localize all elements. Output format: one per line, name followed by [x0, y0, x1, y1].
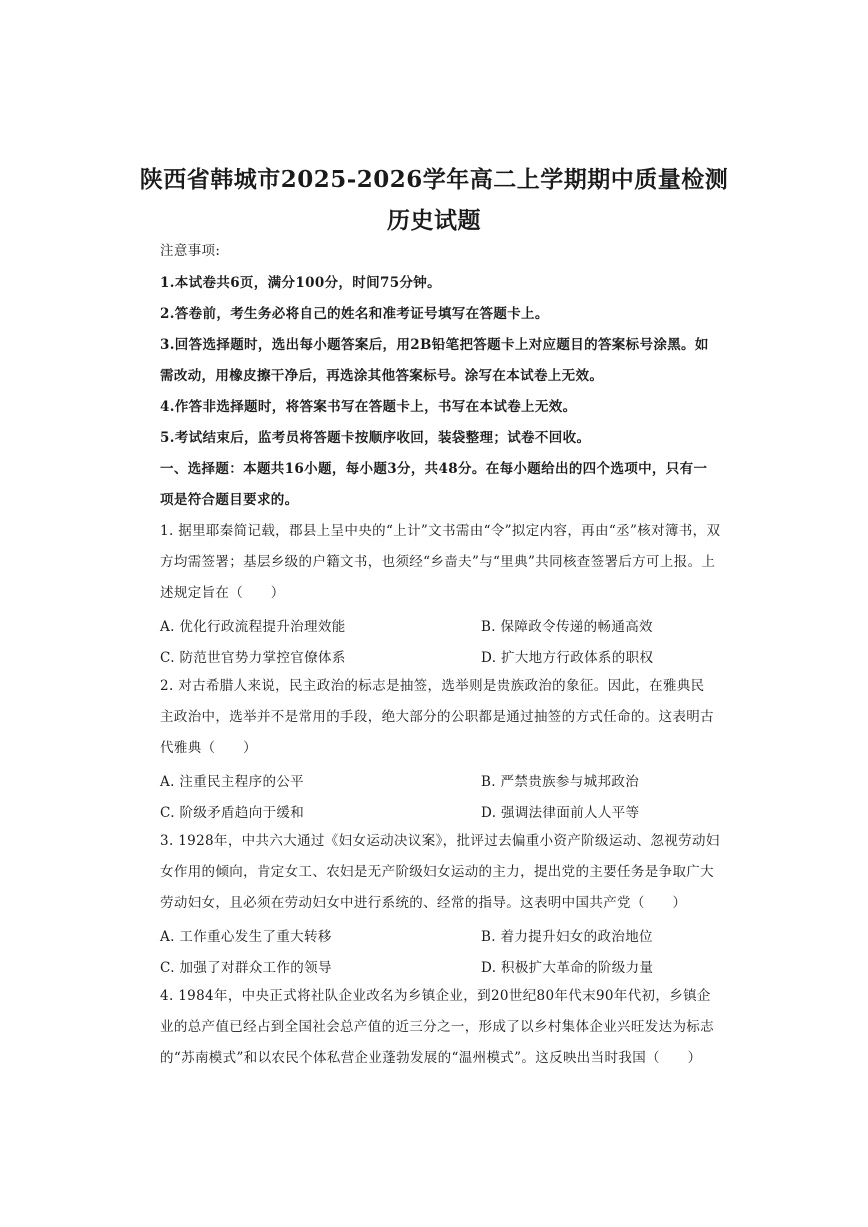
question-3-line: 女作用的倾向，肯定女工、农妇是无产阶级妇女运动的主力，提出党的主要任务是争取广大: [160, 864, 714, 880]
question-2-option-d: D. 强调法律面前人人平等: [481, 805, 640, 821]
question-1-line: 方均需签署；基层乡级的户籍文书，也须经“乡啬夫”与“里典”共同核查签署后方可上报。上: [160, 554, 716, 570]
question-1-option-b: B. 保障政令传递的畅通高效: [481, 619, 653, 635]
notice-item: 5.考试结束后，监考员将答题卡按顺序收回，装袋整理；试卷不回收。: [160, 430, 591, 446]
question-1-line: 述规定旨在（ ）: [160, 585, 285, 601]
question-4-line: 4. 1984年，中央正式将社队企业改名为乡镇企业，到20世纪80年代末90年代初，乡镇企: [160, 988, 711, 1004]
question-3-option-a: A. 工作重心发生了重大转移: [160, 929, 332, 945]
notice-item: 需改动，用橡皮擦干净后，再选涂其他答案标号。涂写在本试卷上无效。: [160, 368, 604, 384]
notice-heading: 注意事项:: [160, 243, 221, 259]
question-1-option-d: D. 扩大地方行政体系的职权: [481, 650, 654, 666]
question-4-line: 的“苏南模式”和以农民个体私营企业蓬勃发展的“温州模式”。这反映出当时我国（ ）: [160, 1050, 702, 1066]
question-2-line: 2. 对古希腊人来说，民主政治的标志是抽签，选举则是贵族政治的象征。因此，在雅典民: [160, 678, 705, 694]
question-3-option-c: C. 加强了对群众工作的领导: [160, 960, 332, 976]
question-2-line: 主政治中，选举并不是常用的手段，绝大部分的公职都是通过抽签的方式任命的。这表明古: [160, 709, 714, 725]
question-3-line: 3. 1928年，中共六大通过《妇女运动决议案》，批评过去偏重小资产阶级运动、忽视劳动妇: [160, 833, 720, 849]
question-3-line: 劳动妇女，且必须在劳动妇女中进行系统的、经常的指导。这表明中国共产党（ ）: [160, 895, 687, 911]
section-heading: 一、选择题：本题共16小题，每小题3分，共48分。在每小题给出的四个选项中，只有一: [160, 461, 708, 477]
notice-item: 1.本试卷共6页，满分100分，时间75分钟。: [160, 275, 442, 291]
notice-item: 3.回答选择题时，选出每小题答案后，用2B铅笔把答题卡上对应题目的答案标号涂黑。如: [160, 337, 709, 353]
question-1-option-c: C. 防范世官势力掌控官僚体系: [160, 650, 346, 666]
question-3-option-b: B. 着力提升妇女的政治地位: [481, 929, 653, 945]
notice-item: 2.答卷前，考生务必将自己的姓名和准考证号填写在答题卡上。: [160, 306, 549, 322]
question-2-line: 代雅典（ ）: [160, 740, 257, 756]
section-heading-cont: 项是符合题目要求的。: [160, 492, 299, 508]
notice-item: 4.作答非选择题时，将答案书写在答题卡上，书写在本试卷上无效。: [160, 399, 577, 415]
question-3-option-d: D. 积极扩大革命的阶级力量: [481, 960, 654, 976]
question-2-option-b: B. 严禁贵族参与城邦政治: [481, 774, 640, 790]
question-1-line: 1. 据里耶秦简记载，郡县上呈中央的“上计”文书需由“令”拟定内容，再由“丞”核对簿书，双: [160, 523, 721, 539]
question-2-option-c: C. 阶级矛盾趋向于缓和: [160, 805, 305, 821]
exam-title: 陕西省韩城市2025-2026学年高二上学期期中质量检测: [139, 166, 729, 193]
question-1-option-a: A. 优化行政流程提升治理效能: [160, 619, 346, 635]
question-4-line: 业的总产值已经占到全国社会总产值的近三分之一，形成了以乡村集体企业兴旺发达为标志: [160, 1019, 714, 1035]
exam-subtitle: 历史试题: [387, 207, 481, 234]
question-2-option-a: A. 注重民主程序的公平: [160, 774, 305, 790]
